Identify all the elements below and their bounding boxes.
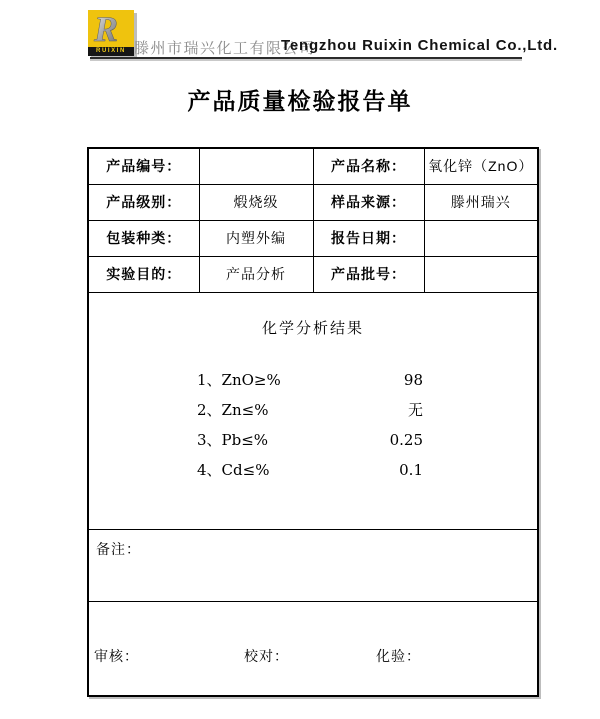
analysis-item-value: 0.1 <box>399 460 423 479</box>
remarks-label: 备注： <box>96 540 141 557</box>
field-value-product-name: 氧化锌（ZnO） <box>424 148 538 184</box>
logo-wordmark: RUIXIN <box>88 47 134 56</box>
analysis-item-zno <box>197 365 423 395</box>
field-label-product-grade: 产品级别： <box>88 184 199 220</box>
analysis-item-value: 无 <box>407 401 423 419</box>
analysis-item-label: 1、ZnO≥% <box>197 371 281 389</box>
signoff-section <box>88 601 538 696</box>
analysis-item-pb <box>197 425 423 455</box>
analysis-item-list <box>197 365 423 485</box>
company-logo <box>88 10 134 56</box>
field-label-packaging-type: 包装种类： <box>88 220 199 256</box>
table-row-packaging <box>88 220 538 256</box>
field-value-product-number <box>199 148 313 184</box>
header-divider <box>90 57 522 59</box>
analysis-item-value: 0.25 <box>389 430 423 449</box>
analysis-section-title: 化学分析结果 <box>261 319 364 337</box>
logo-letter: R <box>94 10 119 47</box>
table-row-product-grade <box>88 184 538 220</box>
table-row-test-purpose <box>88 256 538 292</box>
field-label-product-number: 产品编号： <box>88 148 199 184</box>
analysis-item-label: 3、Pb≤% <box>197 431 269 449</box>
analysis-item-cd <box>197 455 423 485</box>
analysis-item-label: 4、Cd≤% <box>197 461 270 479</box>
remarks-section <box>88 529 538 601</box>
table-row-analysis <box>88 292 538 529</box>
analysis-item-value: 98 <box>403 370 423 389</box>
table-row-remarks <box>88 529 538 601</box>
field-value-sample-source: 滕州瑞兴 <box>424 184 538 220</box>
signoff-review-label: 审核： <box>94 647 139 664</box>
field-value-batch-number <box>424 256 538 292</box>
field-value-packaging-type: 内塑外编 <box>199 220 313 256</box>
company-name-english: Tengzhou Ruixin Chemical Co.,Ltd. <box>281 37 558 54</box>
field-label-batch-number: 产品批号： <box>313 256 424 292</box>
report-title: 产品质量检验报告单 <box>187 88 413 114</box>
field-value-test-purpose: 产品分析 <box>199 256 313 292</box>
analysis-item-zn <box>197 395 423 425</box>
analysis-section <box>88 292 538 529</box>
logo-r-icon <box>88 10 134 47</box>
table-row-product-number <box>88 148 538 184</box>
table-row-signoff <box>88 601 538 696</box>
analysis-item-label: 2、Zn≤% <box>197 401 269 419</box>
signoff-row <box>89 602 537 695</box>
signoff-assay-label: 化验： <box>376 647 421 664</box>
field-value-product-grade: 煅烧级 <box>199 184 313 220</box>
company-name-chinese: 滕州市瑞兴化工有限公司 <box>134 40 316 57</box>
signoff-proofread-label: 校对： <box>244 647 289 664</box>
field-label-test-purpose: 实验目的： <box>88 256 199 292</box>
report-table <box>87 147 539 697</box>
field-label-sample-source: 样品来源： <box>313 184 424 220</box>
field-label-report-date: 报告日期： <box>313 220 424 256</box>
field-label-product-name: 产品名称： <box>313 148 424 184</box>
field-value-report-date <box>424 220 538 256</box>
